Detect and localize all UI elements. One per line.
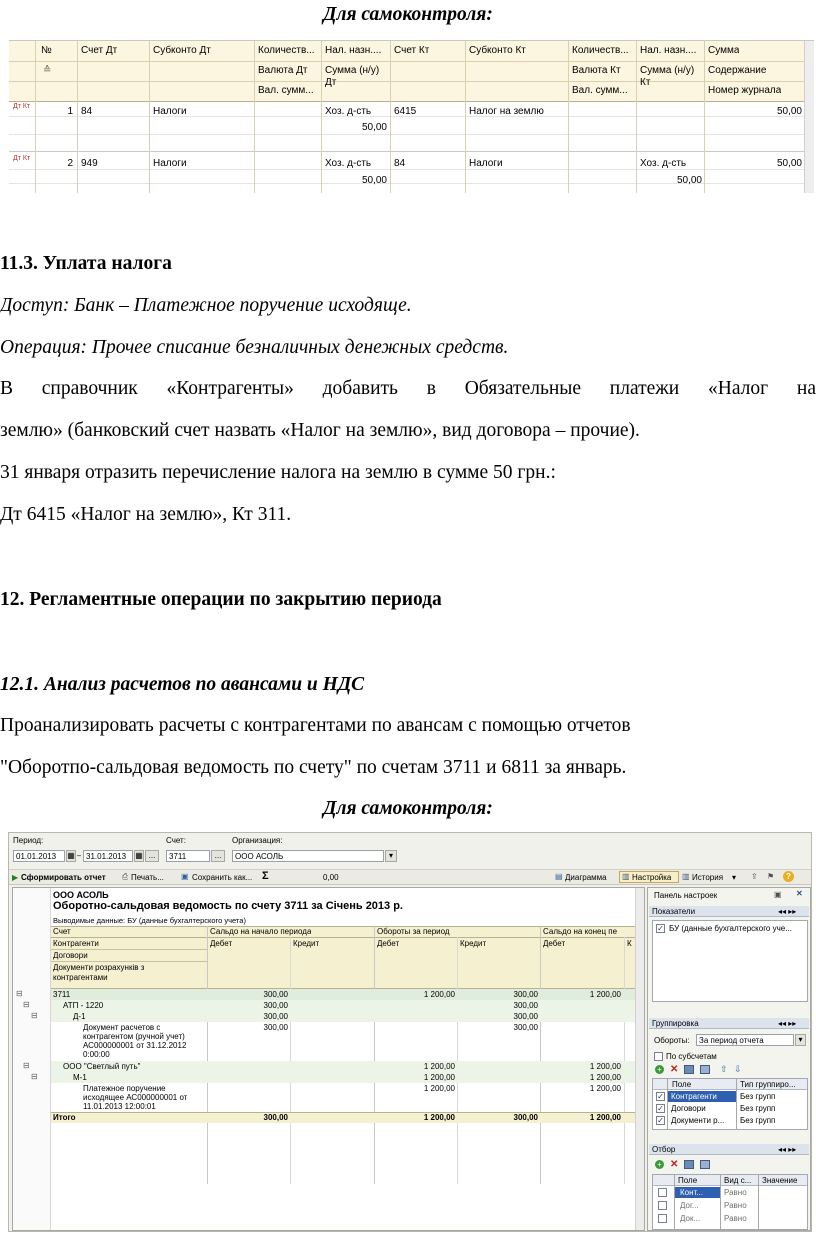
filter-row-checkbox[interactable] <box>658 1201 667 1210</box>
row1-nu-dt[interactable]: 50,00 <box>361 122 387 133</box>
indicators-nav-icon[interactable]: ◂◂ ▸▸ <box>778 907 797 916</box>
grouping-row-field[interactable]: Договори <box>671 1104 706 1113</box>
row-counterparty2-closing-debit: 1 200,00 <box>589 1062 621 1071</box>
subaccounts-label: По субсчетам <box>666 1052 717 1061</box>
row-document2-line2: исходящее АС000000001 от <box>83 1093 188 1102</box>
grouping-col-field: Поле <box>672 1080 692 1089</box>
grouping-row-type[interactable]: Без групп <box>740 1092 776 1101</box>
history-icon: ▥ <box>682 872 690 881</box>
dim-documents-b: контрагентами <box>53 973 108 982</box>
group-edit-icon[interactable] <box>684 1065 694 1074</box>
sigma-icon[interactable]: Σ <box>262 870 269 882</box>
section-12-title: 12. Регламентные операции по закрытию периода <box>0 589 442 610</box>
turnovers-select[interactable]: За период отчета <box>696 1034 794 1046</box>
hdr-nu-sum-dt[interactable]: Сумма (н/у) Дт <box>325 65 380 88</box>
paragraph-analysis-a: Проанализировать расчеты с контрагентами по авансам с помощью отчетов <box>0 715 631 736</box>
filter-col-field: Поле <box>678 1176 698 1185</box>
tree-gutter <box>13 888 51 1231</box>
copy-icon[interactable] <box>700 1065 710 1074</box>
grouping-col-type: Тип группиро... <box>740 1080 796 1089</box>
row2-account-kt[interactable]: 84 <box>394 158 406 169</box>
closing-debit-header: Дебет <box>543 939 566 948</box>
period-from-input[interactable]: 01.01.2013 <box>13 850 65 862</box>
account-label: Счет: <box>166 836 186 845</box>
col-opening-balance: Сальдо на начало периода <box>210 927 312 936</box>
turnover-credit-header: Кредит <box>460 939 487 948</box>
row2-tax-dt[interactable]: Хоз. д-сть <box>325 158 372 169</box>
settings-button[interactable]: Настройка <box>632 873 672 882</box>
report-toolbar <box>9 869 811 885</box>
turnovers-label: Обороты: <box>654 1036 690 1045</box>
opening-credit-header: Кредит <box>293 939 320 948</box>
settings-icon: ▥ <box>622 872 630 881</box>
row2-sum[interactable]: 50,00 <box>776 158 802 169</box>
hdr-currency-dt[interactable]: Валюта Дт <box>258 65 308 76</box>
filter-row-field[interactable]: Дог... <box>680 1201 699 1210</box>
account-choose-button[interactable]: ... <box>211 850 225 862</box>
row1-sum[interactable]: 50,00 <box>776 106 802 117</box>
indicator-checkbox[interactable]: ✓ <box>657 924 664 933</box>
move-down-icon[interactable]: ⇩ <box>734 1064 742 1074</box>
row1-tax-dt[interactable]: Хоз. д-сть <box>325 106 372 117</box>
row-counterparty-label: АТП - 1220 <box>63 1001 104 1010</box>
grouping-row-type[interactable]: Без групп <box>740 1116 776 1125</box>
generate-report-button[interactable]: Сформировать отчет <box>21 873 106 882</box>
filter-row-checkbox[interactable] <box>658 1214 667 1223</box>
help-icon[interactable]: ? <box>783 871 794 882</box>
turnover-report-window <box>8 832 812 1232</box>
sort-icon[interactable]: ≙ <box>43 65 52 76</box>
hdr-content[interactable]: Содержание <box>708 65 767 76</box>
row2-nu-dt[interactable]: 50,00 <box>361 175 387 186</box>
row1-account-kt[interactable]: 6415 <box>394 106 417 117</box>
row-contract-opening-debit: 300,00 <box>263 1012 288 1021</box>
calendar-to-button[interactable]: ▦ <box>135 851 143 860</box>
total-turnover-credit: 300,00 <box>513 1113 538 1122</box>
row-contract-label: Д-1 <box>73 1012 86 1021</box>
printer-icon: ⎙ <box>122 872 129 881</box>
row-counterparty-opening-debit: 300,00 <box>263 1001 288 1010</box>
collapse-icon[interactable]: ⊟ <box>16 989 23 998</box>
filter-row-compare[interactable]: Равно <box>724 1201 747 1210</box>
collapse-icon[interactable]: ⊟ <box>23 1061 30 1070</box>
opening-debit-header: Дебет <box>210 939 233 948</box>
hdr-nu-sum-kt[interactable]: Сумма (н/у) Кт <box>640 65 695 88</box>
report-company: ООО АСОЛЬ <box>53 890 109 900</box>
hdr-subconto-dt[interactable]: Субконто Дт <box>153 45 211 56</box>
report-title: Оборотно-сальдовая ведомость по счету 3711 за Січень 2013 р. <box>53 900 403 912</box>
save-icon: ▣ <box>181 872 189 881</box>
row-document1-opening-debit: 300,00 <box>263 1023 288 1032</box>
hdr-qty-dt[interactable]: Количеств... <box>258 45 315 56</box>
filter-nav-icon[interactable]: ◂◂ ▸▸ <box>778 1145 797 1154</box>
total-turnover-debit: 1 200,00 <box>423 1113 455 1122</box>
grouping-row-checkbox[interactable]: ✓ <box>657 1104 664 1113</box>
period-to-input[interactable]: 31.01.2013 <box>83 850 133 862</box>
selection-sum: 0,00 <box>323 873 339 882</box>
paragraph-analysis-b: "Оборотпо-сальдовая ведомость по счету" по счетам 3711 и 6811 за январь. <box>0 757 627 778</box>
organization-dropdown-icon[interactable]: ▾ <box>385 850 397 862</box>
dim-counterparties: Контрагенти <box>53 939 99 948</box>
paragraph-counterparties-b: землю» (банковский счет назвать «Налог на землю», вид договора – прочие). <box>0 420 640 441</box>
col-turnover: Обороты за период <box>377 927 450 936</box>
row-document2-turnover-debit: 1 200,00 <box>423 1084 455 1093</box>
organization-label: Организация: <box>232 836 283 845</box>
collapse-icon[interactable]: ⊟ <box>31 1011 38 1020</box>
tool-icon-1[interactable]: ⇪ <box>751 872 758 881</box>
row-counterparty-bg <box>51 1000 645 1011</box>
total-label: Итого <box>53 1113 76 1122</box>
organization-input[interactable]: ООО АСОЛЬ <box>232 850 384 862</box>
filter-label: Отбор <box>652 1145 676 1154</box>
journal-scrollbar[interactable] <box>804 41 814 193</box>
row-contract-turnover-credit: 300,00 <box>513 1012 538 1021</box>
period-label: Период: <box>13 836 44 845</box>
hdr-account-kt[interactable]: Счет Кт <box>394 45 430 56</box>
row2-subconto-kt[interactable]: Налоги <box>469 158 503 169</box>
row1-subconto-dt[interactable]: Налоги <box>153 106 187 117</box>
report-output-data: Выводимые данные: БУ (данные бухгалтерского учета) <box>53 916 246 925</box>
row1-account-dt[interactable]: 84 <box>81 106 93 117</box>
row1-number[interactable]: 1 <box>67 106 73 117</box>
filter-row-field[interactable]: Конт... <box>680 1188 703 1197</box>
grouping-label: Группировка <box>652 1019 699 1028</box>
report-sheet <box>12 887 645 1231</box>
section-11-3-title: 11.3. Уплата налога <box>0 253 172 274</box>
panel-close-icon[interactable]: ✕ <box>796 889 803 898</box>
row2-account-dt[interactable]: 949 <box>81 158 98 169</box>
hdr-journal-number[interactable]: Номер журнала <box>708 85 782 96</box>
grouping-row-type[interactable]: Без групп <box>740 1104 776 1113</box>
grouping-row-field[interactable]: Контрагенти <box>671 1092 717 1101</box>
row-document1-line1: Документ расчетов с <box>83 1023 161 1032</box>
row-document2-line1: Платежное поручение <box>83 1084 166 1093</box>
panel-pin-icon[interactable]: ▣ <box>774 890 782 899</box>
closing-credit-header: К <box>627 939 632 948</box>
delete-icon[interactable]: ✕ <box>670 1064 679 1075</box>
save-as-button[interactable]: Сохранить как... <box>192 873 253 882</box>
row2-subconto-dt[interactable]: Налоги <box>153 158 187 169</box>
row-document2-closing-debit: 1 200,00 <box>589 1084 621 1093</box>
operation-line: Операция: Прочее списание безналичных денежных средств. <box>0 337 509 358</box>
total-opening-debit: 300,00 <box>263 1113 288 1122</box>
col-account: Счет <box>53 927 71 936</box>
history-button[interactable]: История <box>692 873 724 882</box>
filter-row-compare[interactable]: Равно <box>724 1214 747 1223</box>
add-icon[interactable]: + <box>655 1065 664 1074</box>
paragraph-counterparties-a: В справочник «Контрагенты» добавить в Обязательные платежи «Налог на <box>0 378 816 399</box>
section-12-1-title: 12.1. Анализ расчетов по авансами и НДС <box>0 674 365 695</box>
row-counterparty2-turnover-debit: 1 200,00 <box>423 1062 455 1071</box>
dt-kt-icon: Дт Кт <box>13 103 31 110</box>
account-input[interactable]: 3711 <box>166 850 210 862</box>
row-account-turnover-debit: 1 200,00 <box>423 990 455 999</box>
history-dropdown-icon[interactable]: ▾ <box>732 873 737 882</box>
hdr-cur-sum-dt[interactable]: Вал. сумм... <box>258 85 314 96</box>
row-contract2-label: М-1 <box>73 1073 87 1082</box>
paragraph-entry: Дт 6415 «Налог на землю», Кт 311. <box>0 504 292 525</box>
collapse-icon[interactable]: ⊟ <box>23 1000 30 1009</box>
turnovers-dropdown-icon[interactable]: ▾ <box>795 1034 806 1046</box>
hdr-subconto-kt[interactable]: Субконто Кт <box>469 45 526 56</box>
row-contract-bg <box>51 1011 645 1022</box>
filter-col-compare: Вид с... <box>724 1176 752 1185</box>
hdr-account-dt[interactable]: Счет Дт <box>81 45 118 56</box>
hdr-tax-kt[interactable]: Нал. назн.... <box>640 45 697 56</box>
tool-icon-2[interactable]: ⚑ <box>767 872 775 881</box>
filter-row-compare[interactable]: Равно <box>724 1188 747 1197</box>
row-account-closing-debit: 1 200,00 <box>589 990 621 999</box>
hdr-qty-kt[interactable]: Количеств... <box>572 45 629 56</box>
collapse-icon[interactable]: ⊟ <box>31 1072 38 1081</box>
move-up-icon[interactable]: ⇧ <box>720 1064 728 1074</box>
subaccounts-checkbox[interactable] <box>654 1052 663 1061</box>
hdr-cur-sum-kt[interactable]: Вал. сумм... <box>572 85 628 96</box>
row-account-label: 3711 <box>53 990 71 999</box>
add-icon[interactable]: + <box>655 1160 664 1169</box>
indicators-label: Показатели <box>652 907 696 916</box>
total-closing-debit: 1 200,00 <box>589 1113 621 1122</box>
chart-button[interactable]: Диаграмма <box>565 873 607 882</box>
row-contract2-turnover-debit: 1 200,00 <box>423 1073 455 1082</box>
row-counterparty-turnover-credit: 300,00 <box>513 1001 538 1010</box>
hdr-sum[interactable]: Сумма <box>708 45 740 56</box>
row-document1-line3: АС000000001 от 31.12.2012 <box>83 1041 187 1050</box>
turnover-debit-header: Дебет <box>377 939 400 948</box>
play-icon[interactable]: ▶ <box>12 873 19 882</box>
row-account-turnover-credit: 300,00 <box>513 990 538 999</box>
row2-number[interactable]: 2 <box>67 158 73 169</box>
filter-row-field[interactable]: Док... <box>680 1214 701 1223</box>
grouping-row-field[interactable]: Документи р... <box>671 1116 725 1125</box>
filter-row-checkbox[interactable] <box>658 1188 667 1197</box>
print-button[interactable]: Печать... <box>131 873 164 882</box>
hdr-tax-dt[interactable]: Нал. назн.... <box>325 45 382 56</box>
chart-icon: ▤ <box>555 872 563 881</box>
grouping-row-checkbox[interactable]: ✓ <box>657 1092 664 1101</box>
journal-entries-table <box>9 40 814 192</box>
settings-panel-title: Панель настроек <box>654 891 718 900</box>
row1-subconto-kt[interactable]: Налог на землю <box>469 106 544 117</box>
delete-icon[interactable]: ✕ <box>670 1159 679 1170</box>
group-edit-icon[interactable] <box>684 1160 694 1169</box>
hdr-currency-kt[interactable]: Валюта Кт <box>572 65 621 76</box>
dim-contracts: Договори <box>53 951 88 960</box>
self-check-heading-bottom: Для самоконтроля: <box>323 798 493 819</box>
row2-tax-kt[interactable]: Хоз. д-сть <box>640 158 687 169</box>
row-document1-line4: 0:00:00 <box>83 1050 110 1059</box>
row-account-opening-debit: 300,00 <box>263 990 288 999</box>
copy-icon[interactable] <box>700 1160 710 1169</box>
row-document1-turnover-credit: 300,00 <box>513 1023 538 1032</box>
paragraph-payment: 31 января отразить перечисление налога на землю в сумме 50 грн.: <box>0 462 556 483</box>
filter-col-value: Значение <box>762 1176 798 1185</box>
sheet-scrollbar[interactable] <box>635 888 645 1231</box>
calendar-from-button[interactable]: ▦ <box>67 851 75 860</box>
period-choose-button[interactable]: ... <box>145 850 159 862</box>
col-closing-balance: Сальдо на конец пе <box>543 927 618 936</box>
self-check-heading-top: Для самоконтроля: <box>323 4 493 25</box>
row-contract2-closing-debit: 1 200,00 <box>589 1073 621 1082</box>
indicator-item[interactable]: БУ (данные бухгалтерского уче... <box>669 924 792 933</box>
period-dash: – <box>77 851 82 860</box>
grouping-nav-icon[interactable]: ◂◂ ▸▸ <box>778 1019 797 1028</box>
row-document1-line2: контрагентом (ручной учет) <box>83 1032 185 1041</box>
access-path: Доступ: Банк – Платежное поручение исходяще. <box>0 295 412 316</box>
settings-panel <box>647 887 811 1231</box>
row-document2-line3: 11.01.2013 12:00:01 <box>83 1102 156 1111</box>
row2-nu-kt[interactable]: 50,00 <box>676 175 702 186</box>
grouping-row-checkbox[interactable]: ✓ <box>657 1116 664 1125</box>
row-counterparty2-label: ООО "Светлый путь" <box>63 1062 141 1071</box>
dt-kt-icon: Дт Кт <box>13 155 31 162</box>
dim-documents-a: Документи розрахунків з <box>53 963 145 972</box>
hdr-number[interactable]: № <box>41 45 52 56</box>
